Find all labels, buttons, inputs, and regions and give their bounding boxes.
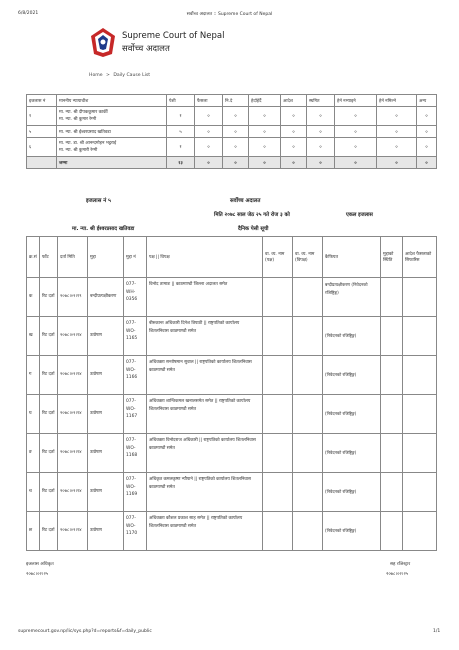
case-type: उत्प्रेषण [88,512,124,551]
count-cell: ० [223,126,249,138]
case-recommendation [403,473,437,512]
case-fant: रिट दर्ता [40,395,58,434]
summary-table [26,94,437,169]
advocate-defendant [293,395,323,434]
peshi-count: ५ [167,126,195,138]
case-remark: (निवेदनको रजिष्ट्रिङ्ग) [323,473,381,512]
count-cell: ० [335,126,377,138]
breadcrumb-current: Daily Cause List [113,73,151,78]
case-recommendation [403,317,437,356]
cases-header-cell: मुद्दा नं [124,237,147,278]
advocate-plaintiff [263,434,293,473]
total-cell: ० [335,157,377,169]
advocate-plaintiff [263,278,293,317]
count-cell: ० [249,126,281,138]
case-number[interactable]: 077-WO-1169 [124,473,147,512]
cases-header-cell: फाँट [40,237,58,278]
count-cell: ० [307,126,335,138]
case-recommendation [403,434,437,473]
case-row [27,395,437,434]
bench-judge-name: मा. न्या. श्री ईश्वरप्रसाद खतिवडा [72,226,135,232]
case-row [27,512,437,551]
count-cell: ० [307,107,335,126]
case-parties: अधिकृत कमलकृष्ण न्यौपाने || राष्ट्रपतिको कार्यालय शितलनिवास काठमाण्डौ समेत [147,473,263,512]
cases-header-cell: मुद्दा [88,237,124,278]
case-remark: (निवेदनको रजिष्ट्रिङ्ग) [323,395,381,434]
bench-number: १ [27,107,57,126]
summary-header-cell: हेर्न नमिल्ने [377,95,417,107]
case-parties: अधिवक्ता शान्तिकमल खनालसमेत समेत || राष्ट्रपतिको कार्यालय शितलनिवास काठमाण्डौ समेत [147,395,263,434]
peshi-count: १ [167,138,195,157]
case-fant: रिट दर्ता [40,356,58,395]
summary-header-row [27,95,437,107]
case-parties: अधिवक्ता कौशल प्रकाश साह समेत || राष्ट्रपतिको कार्यालय शितलनिवास काठमाण्डौ समेत [147,512,263,551]
bench-officer-date: २०७८।०२।२५ [26,572,49,577]
total-cell: ० [195,157,223,169]
case-date: २०७८।०२।१४ [58,317,88,356]
total-spacer [27,157,57,169]
advocate-plaintiff [263,317,293,356]
court-emblem-icon [88,26,118,58]
total-cell: ० [307,157,335,169]
count-cell: ० [335,138,377,157]
case-remark: (निवेदनको रजिष्ट्रिङ्ग) [323,512,381,551]
case-row [27,356,437,395]
summary-header-cell: स्थगित [307,95,335,107]
case-sn: क [27,278,40,317]
judge-name: मा. न्या. श्री कुमार रेग्मी [59,117,97,122]
count-cell: ० [195,126,223,138]
count-cell: ० [223,107,249,126]
summary-header-cell: हेर्दाहेर्दै [249,95,281,107]
case-number[interactable]: 077-WH-0356 [124,278,147,317]
case-type: उत्प्रेषण [88,473,124,512]
registrar-date: २०७८।०२।२५ [386,572,409,577]
count-cell: ० [281,126,307,138]
advocate-plaintiff [263,473,293,512]
case-date: २०७८।०२।१९ [58,278,88,317]
summary-row [27,107,437,126]
court-name-np: सर्वोच्च अदालत [122,44,170,54]
case-number[interactable]: 077-WO-1166 [124,356,147,395]
case-status [381,512,403,551]
registrar-label: सह रजिस्ट्रार [390,562,411,567]
bench-court-heading: सर्वोच्च अदालत [230,198,261,204]
count-cell: ० [335,107,377,126]
summary-total-row [27,157,437,169]
bench-judges [57,126,167,138]
print-title: सर्वोच्च अदालत :: Supreme Court of Nepal [186,12,273,17]
count-cell: ० [249,138,281,157]
case-parties: बीरुकान्त अधिकारी दिनेश त्रिपाठी || राष्ट्रपतिको कार्यालय शितलनिवास काठमाण्डौ समेत [147,317,263,356]
bench-officer-label: इजलास अधिकृत [26,562,54,567]
judge-name: मा. न्या. श्री दीपककुमार कार्की [59,110,108,115]
case-parties: विनोद तामाङ || काठमाण्डौ जिल्ला अदालत समेत [147,278,263,317]
count-cell: ० [417,126,437,138]
peshi-count: १ [167,107,195,126]
judge-name: मा. न्या. श्री कुमारी रेग्मी [59,148,98,153]
page-number: 1/1 [433,629,441,634]
total-cell: ० [377,157,417,169]
bench-single-label: एकल इजलास [346,212,373,218]
advocate-defendant [293,512,323,551]
case-type: बन्दीप्रत्यक्षीकरण [88,278,124,317]
breadcrumb-separator: > [106,73,110,78]
cases-header-cell: आदेश फैसलाको सिफारिस [403,237,437,278]
cases-header-row [27,237,437,278]
summary-header-cell: अन्य [417,95,437,107]
summary-header-cell: हेर्न नभ्याइने [335,95,377,107]
total-cell: ० [417,157,437,169]
count-cell: ० [195,107,223,126]
summary-header-cell: आदेश [281,95,307,107]
case-fant: रिट दर्ता [40,278,58,317]
case-sn: ख [27,317,40,356]
case-fant: रिट दर्ता [40,512,58,551]
advocate-defendant [293,473,323,512]
case-row [27,473,437,512]
case-sn: छ [27,512,40,551]
case-date: २०७८।०२।१४ [58,473,88,512]
count-cell: ० [195,138,223,157]
advocate-defendant [293,356,323,395]
cause-list-table [26,236,437,551]
breadcrumb-home[interactable]: Home [89,73,103,78]
case-fant: रिट दर्ता [40,317,58,356]
count-cell: ० [249,107,281,126]
case-number[interactable]: 077-WO-1167 [124,395,147,434]
summary-header-cell: पेशी [167,95,195,107]
total-peshi: १३ [167,157,195,169]
case-remark: बन्दीप्रत्यक्षीकरण (निवेदनको रजिष्ट्रिङ्ग) [323,278,381,317]
case-parties: अधिवक्ता सन्तोषमान सुवाल || राष्ट्रपतिको कार्यालय शितलनिवास काठमाण्डौ समेत [147,356,263,395]
case-remark: (निवेदनको रजिष्ट्रिङ्ग) [323,356,381,395]
daily-list-label: दैनिक पेसी सूची [238,226,269,232]
advocate-plaintiff [263,395,293,434]
case-date: २०७८।०२।१४ [58,434,88,473]
case-row [27,317,437,356]
case-fant: रिट दर्ता [40,434,58,473]
summary-header-cell: इजलास नं [27,95,57,107]
cases-header-cell: मुद्दाको स्थिति [381,237,403,278]
bench-number-heading: इजलास नं ५ [86,198,111,204]
judge-name: मा. न्या. श्री ईश्वरप्रसाद खतिवडा [59,129,111,135]
case-sn: ग [27,356,40,395]
case-row [27,434,437,473]
count-cell: ० [377,126,417,138]
case-sn: च [27,473,40,512]
summary-row [27,126,437,138]
bench-number: ६ [27,138,57,157]
case-recommendation [403,278,437,317]
count-cell: ० [281,138,307,157]
case-status [381,434,403,473]
case-number[interactable]: 077-WO-1170 [124,512,147,551]
case-type: उत्प्रेषण [88,395,124,434]
case-recommendation [403,356,437,395]
case-remark: (निवेदनको रजिष्ट्रिङ्ग) [323,317,381,356]
case-sn: ङ [27,434,40,473]
case-fant: रिट दर्ता [40,473,58,512]
case-recommendation [403,395,437,434]
case-date: २०७८।०२।१४ [58,512,88,551]
case-date: २०७८।०२।१४ [58,356,88,395]
case-row [27,278,437,317]
count-cell: ० [417,107,437,126]
page-url: supremecourt.gov.np/lic/sys.php?d=reports&f=daily_public [18,629,152,634]
count-cell: ० [281,107,307,126]
summary-row [27,138,437,157]
summary-header-cell: फैसला [195,95,223,107]
case-number[interactable]: 077-WO-1165 [124,317,147,356]
advocate-defendant [293,434,323,473]
case-recommendation [403,512,437,551]
advocate-defendant [293,278,323,317]
print-date: 6/8/2021 [18,11,39,16]
cases-header-cell: वा. व्य. नाम (विपक्ष) [293,237,323,278]
case-type: उत्प्रेषण [88,356,124,395]
case-remark: (निवेदनको रजिष्ट्रिङ्ग) [323,434,381,473]
bench-date-line: मिति २०७८ साल जेठ २५ गते रोज ३ को [214,212,290,218]
case-status [381,473,403,512]
bench-judges [57,138,167,157]
count-cell: ० [307,138,335,157]
count-cell: ० [377,138,417,157]
total-cell: ० [249,157,281,169]
bench-judges [57,107,167,126]
cases-header-cell: कैफियत [323,237,381,278]
count-cell: ० [377,107,417,126]
advocate-defendant [293,317,323,356]
summary-header-cell: नि.दे [223,95,249,107]
court-name-en: Supreme Court of Nepal [122,31,225,41]
breadcrumb [89,73,150,78]
cases-header-cell: वा. व्य. नाम (पक्ष) [263,237,293,278]
case-type: उत्प्रेषण [88,317,124,356]
cases-header-cell: क्र.सं [27,237,40,278]
advocate-plaintiff [263,512,293,551]
case-parties: अधिवक्ता विनोदराज अधिकारी || राष्ट्रपतिको कार्यालय शितलनिवास काठमाण्डौ समेत [147,434,263,473]
count-cell: ० [223,138,249,157]
total-cell: ० [223,157,249,169]
case-status [381,278,403,317]
total-cell: ० [281,157,307,169]
case-status [381,356,403,395]
case-status [381,395,403,434]
case-sn: घ [27,395,40,434]
judge-name: मा. न्या. डा. श्री आनन्दमोहन भट्टराई [59,141,117,146]
cases-header-cell: पक्ष || विपक्ष [147,237,263,278]
case-number[interactable]: 077-WO-1168 [124,434,147,473]
total-label: जम्मा [57,157,167,169]
advocate-plaintiff [263,356,293,395]
case-date: २०७८।०२।१४ [58,395,88,434]
case-type: उत्प्रेषण [88,434,124,473]
bench-number: ५ [27,126,57,138]
cases-header-cell: दर्ता मिति [58,237,88,278]
count-cell: ० [417,138,437,157]
summary-header-cell: माननीय न्यायाधीश [57,95,167,107]
case-status [381,317,403,356]
